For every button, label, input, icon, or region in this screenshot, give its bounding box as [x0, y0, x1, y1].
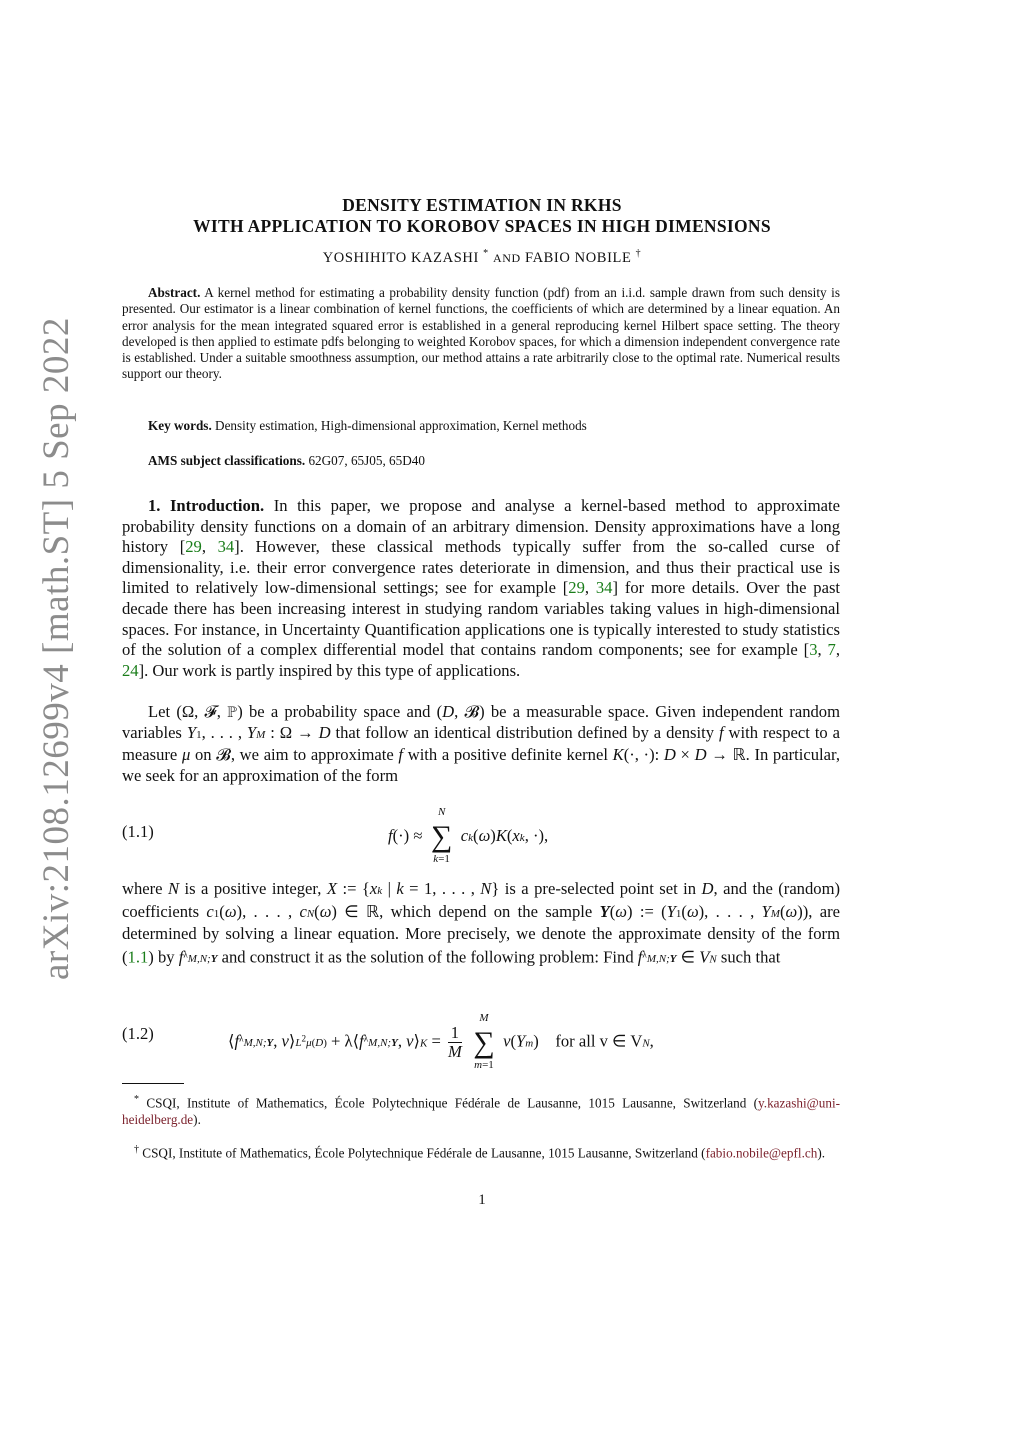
abstract — [122, 285, 840, 383]
intro-text: In this paper, we propose and analyse a kernel-based method to approximate probability density functions on a domain of an arbitrary dimension. Density approximations have a long history [ — [122, 496, 840, 557]
title-line-1: DENSITY ESTIMATION IN RKHS — [342, 195, 622, 215]
footnote-1: * CSQI, Institute of Mathematics, École Polytechnique Fédérale de Lausanne, 1015 Lausanne, Switzerland (y.kazashi@uni-heidelberg.de). — [122, 1094, 840, 1127]
email-link[interactable]: fabio.nobile@epfl.ch — [705, 1145, 818, 1161]
intro-text: ]. However, these classical methods typically suffer from the so-called curse of dimensionality, i.e. their error convergence rates deteriorate in dimension, and thus their practical use is limited to relatively low-dimensional settings; see for example [ — [122, 537, 840, 598]
authors-and: AND — [492, 250, 521, 265]
equation-body: f(·) ≈ N ∑ k=1 ck(ω)K(xk, ·), — [388, 806, 549, 865]
keywords-heading: Key words. — [148, 418, 212, 433]
footnote-text: CSQI, Institute of Mathematics, École Polytechnique Fédérale de Lausanne, 1015 Lausanne, Switzerland — [142, 1145, 698, 1161]
equation-number: (1.2) — [122, 1024, 154, 1043]
authors — [122, 248, 842, 267]
ams-text: 62G07, 65J05, 65D40 — [308, 453, 425, 468]
equation-condition: for all v ∈ V — [555, 1031, 643, 1051]
keywords — [148, 418, 587, 434]
footnote-2: † CSQI, Institute of Mathematics, École Polytechnique Fédérale de Lausanne, 1015 Lausanne, Switzerland (fabio.nobile@epfl.ch). — [134, 1144, 826, 1161]
keywords-text: Density estimation, High-dimensional approximation, Kernel methods — [215, 418, 587, 433]
intro-paragraph-1: 1. Introduction. In this paper, we propose and analyse a kernel-based method to approximate probability density functions on a domain of an arbitrary dimension. Density approximations have a long history [29, 34]. However, these classical methods typically suffer from the so-called curse of dimensionality, i.e. their error convergence rates deteriorate in dimension, and thus their practical use is limited to relatively low-dimensional settings; see for example [29, 34] for more details. Over the past decade there has been increasing interest in studying random variables taking values in high-dimensional spaces. For instance, in Uncertainty Quantification applications one is typically interested to study statistics of the solution of a complex differential model that contains random components; see for example [3, 7, 24]. Our work is partly inspired by this type of applications. — [122, 496, 841, 680]
author-2-mark: † — [635, 248, 642, 259]
equation-ref-link[interactable]: 1.1 — [127, 947, 149, 967]
citation-link[interactable]: 34 — [595, 578, 613, 598]
citation-link[interactable]: 24 — [122, 660, 139, 680]
ams-classifications — [148, 453, 425, 469]
abstract-text: A kernel method for estimating a probability density function (pdf) from an i.i.d. sample drawn from such density is presented. Our estimator is a linear combination of kernel functions, the coefficients of which are determined by a linear equation. An error analysis for the mean integrated squared error is established in a general reproducing kernel Hilbert space setting. The theory developed is then applied to estimate pdfs belonging to weighted Korobov spaces, for which a dimension independent convergence rate is established. Under a suitable smoothness assumption, our method attains a rate arbitrarily close to the optimal rate. Numerical results support our theory. — [122, 285, 840, 382]
abstract-heading: Abstract. — [148, 285, 201, 300]
intro-text: ] for more details. Over the past decade there has been increasing interest in studying random variables taking values in high-dimensional spaces. For instance, in Uncertainty Quantification applications one is typically interested to study statistics of the solution of a complex differential model that contains random components; see for example [ — [122, 578, 841, 660]
title-line-2: WITH APPLICATION TO KOROBOV SPACES IN HIGH DIMENSIONS — [193, 216, 771, 236]
page-number: 1 — [478, 1192, 486, 1208]
citation-link[interactable]: 29 — [185, 537, 202, 557]
citation-link[interactable]: 29 — [568, 578, 585, 598]
intro-paragraph-2: Let (Ω, 𝓕, ℙ) be a probability space and (D, 𝓑) be a measurable space. Given independent random variables Y1, . . . , YM : Ω → D that follow an identical distribution defined by a density f with respect to a measure μ on 𝓑, we aim to approximate f with a positive definite kernel K(·, ·): D × D → ℝ. In particular, we seek for an approximation of the form — [122, 702, 841, 785]
footnote-mark: * — [134, 1094, 139, 1105]
citation-link[interactable]: 34 — [217, 537, 235, 557]
footnote-mark: † — [134, 1144, 139, 1155]
footnote-text: CSQI, Institute of Mathematics, École Polytechnique Fédérale de Lausanne, 1015 Lausanne, Switzerland — [146, 1095, 747, 1111]
citation-link[interactable]: 7 — [827, 640, 836, 660]
ams-heading: AMS subject classifications. — [148, 453, 306, 468]
intro-paragraph-3: where N is a positive integer, X := {xk | k = 1, . . . , N} is a pre-selected point set in D, and the (random) coefficients c1(ω), . . . , cN(ω) ∈ ℝ, which depend on the sample Y(ω) := (Y1(ω), . . . , YM(ω)), are determined by solving a linear equation. More precisely, we denote the approximate density of the form (1.1) by $f^\lambda M,N;Y$ and construct it as the solution of the following problem: Find $f^\lambda M,N;Y$ ∈ VN such that — [122, 879, 841, 967]
arxiv-identifier: arXiv:2108.12699v4 [math.ST] 5 Sep 2022 — [36, 317, 77, 980]
author-1: YOSHIHITO KAZASHI — [322, 249, 479, 266]
footnote-divider — [122, 1083, 184, 1084]
equation-number: (1.1) — [122, 822, 154, 841]
equation-body: $⟨f^\lambda M,N;Y$, $v⟩L^2\mu(D)$ + $\lambda⟨f^\lambda M,N;Y$, v⟩K = $\frac{1}{M}$ M ∑ m=1 v(Ym) for all v ∈ VN, — [228, 1011, 654, 1071]
citation-link[interactable]: 3 — [809, 640, 818, 660]
section-heading: 1. Introduction. — [148, 496, 265, 515]
author-2: FABIO NOBILE — [525, 249, 632, 266]
intro-text: ]. Our work is partly inspired by this type of applications. — [138, 660, 521, 680]
email-link[interactable]: y.kazashi@uni-heidelberg.de — [122, 1095, 840, 1127]
author-1-mark: * — [483, 248, 489, 259]
